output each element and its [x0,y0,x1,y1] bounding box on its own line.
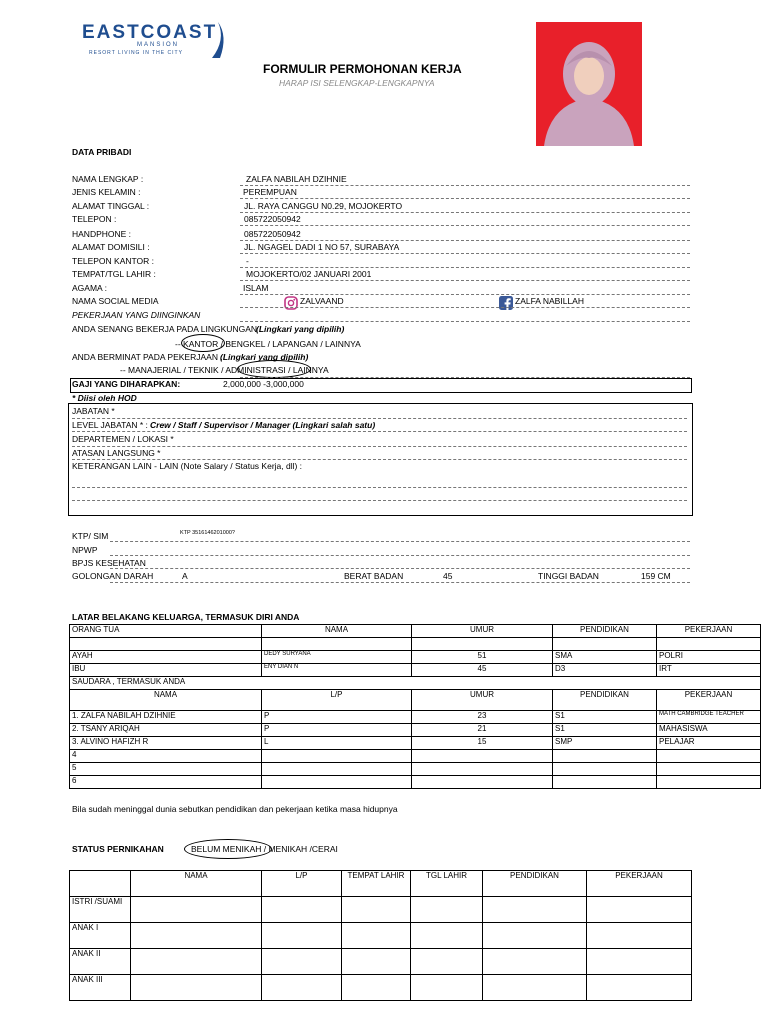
jk-label: JENIS KELAMIN : [72,187,141,197]
table-row [70,763,761,776]
saudara-header-cell: L/P [262,690,412,711]
facebook-value: ZALFA NABILLAH [515,296,584,306]
pekerjaan-line [240,321,690,322]
table-cell: 6 [70,776,262,789]
table-cell: 1. ZALFA NABILAH DZIHNIE [70,711,262,724]
section-data-pribadi: DATA PRIBADI [72,147,132,157]
table-cell: S1 [553,711,657,724]
table-cell: MATH CAMBRIDGE TEACHER [657,711,761,724]
table-cell: MAHASISWA [657,724,761,737]
hp-label: HANDPHONE : [72,229,132,239]
table-cell: D3 [553,664,657,677]
table-cell: SMP [553,737,657,750]
table-cell: 45 [412,664,553,677]
marriage-header-cell: PENDIDIKAN [483,871,587,897]
sosmed-label: NAMA SOCIAL MEDIA [72,296,159,306]
marriage-header-cell: NAMA [131,871,262,897]
marriage-header-row [70,871,692,897]
table-cell: ISTRI /SUAMI [70,897,131,923]
table-cell: PELAJAR [657,737,761,750]
ktp-label: KTP/ SIM [72,531,109,541]
table-cell: AYAH [70,651,262,664]
table-cell: S1 [553,724,657,737]
marriage-header-cell: PEKERJAAN [587,871,692,897]
hp-value: 085722050942 [244,229,301,239]
ortu-spacer-row [70,638,761,651]
goldar-label: GOLONGAN DARAH [72,571,154,581]
minat-options: -- MANAJERIAL / TEKNIK / ADMINISTRASI / LAINNYA [120,365,329,375]
table-cell: 15 [412,737,553,750]
bpjs-line [110,568,690,569]
hod-line-1 [72,418,687,419]
logo-sub: MANSION [137,42,180,48]
ttl-value: MOJOKERTO/02 JANUARI 2001 [246,269,372,279]
saudara-label: SAUDARA , TERMASUK ANDA [70,677,761,690]
family-table [69,624,761,789]
ortu-header-cell: PENDIDIKAN [553,625,657,638]
logo-tagline: RESORT LIVING IN THE CITY [89,50,183,56]
logo-name: EASTCOAST [82,22,218,43]
ortu-header-cell: PEKERJAAN [657,625,761,638]
ttl-label: TEMPAT/TGL LAHIR : [72,269,156,279]
ktp-value: KTP 3516146201000? [180,530,235,536]
keluarga-heading: LATAR BELAKANG KELUARGA, TERMASUK DIRI ANDA [72,612,300,622]
telkantor-value: - [246,256,249,266]
lingkungan-options: -- KANTOR / BENGKEL / LAPANGAN / LAINNYA [175,339,361,349]
table-cell: ENY DIAN N [262,664,412,677]
ktp-line [110,541,690,542]
jk-line [240,198,690,199]
table-row [70,724,761,737]
tinggi-label: TINGGI BADAN [538,571,599,581]
lingkungan-label: ANDA SENANG BEKERJA PADA LINGKUNGAN : [72,324,262,334]
applicant-photo [536,22,642,146]
company-logo [80,20,230,60]
agama-label: AGAMA : [72,283,107,293]
jabatan-label: JABATAN * [72,406,115,416]
table-row [70,949,692,975]
kantor-circle [181,334,225,352]
telkantor-label: TELEPON KANTOR : [72,256,155,266]
table-cell: 2. TSANY ARIQAH [70,724,262,737]
instagram-value: ZALVAAND [300,296,344,306]
hod-line-3 [72,446,687,447]
saudara-header-cell: NAMA [70,690,262,711]
table-row [70,897,692,923]
table-cell: ANAK III [70,975,131,1001]
saudara-header-cell: UMUR [412,690,553,711]
table-cell: SMA [553,651,657,664]
table-row [70,776,761,789]
saudara-header-cell: PEKERJAAN [657,690,761,711]
keluarga-note: Bila sudah meninggal dunia sebutkan pendidikan dan pekerjaan ketika masa hidupnya [72,804,398,814]
tinggi-value: 159 CM [641,571,671,581]
table-cell: 21 [412,724,553,737]
table-cell: 5 [70,763,262,776]
hod-line-5 [72,487,687,488]
telepon-line [240,225,690,226]
table-cell: 4 [70,750,262,763]
telepon-value: 085722050942 [244,214,301,224]
sosmed-line [240,307,690,308]
form-subtitle: HARAP ISI SELENGKAP-LENGKAPNYA [279,78,435,88]
hod-line-4 [72,459,687,460]
departemen-label: DEPARTEMEN / LOKASI * [72,434,174,444]
pekerjaan-heading: PEKERJAAN YANG DIINGINKAN [72,310,201,320]
alamat-label: ALAMAT TINGGAL : [72,201,150,211]
table-cell: L [262,737,412,750]
table-row [70,923,692,949]
domisili-value: JL. NGAGEL DADI 1 NO 57, SURABAYA [244,242,400,252]
telkantor-line [240,267,690,268]
marriage-header-cell: TGL LAHIR [411,871,483,897]
marriage-table [69,870,692,1001]
atasan-label: ATASAN LANGSUNG * [72,448,161,458]
table-row [70,664,761,677]
jk-value: PEREMPUAN [243,187,297,197]
hod-line-6 [72,500,687,501]
sail-icon [208,20,228,60]
nama-label: NAMA LENGKAP : [72,174,144,184]
telepon-label: TELEPON : [72,214,117,224]
saudara-label-row [70,677,761,690]
table-cell: IBU [70,664,262,677]
ortu-header-cell: ORANG TUA [70,625,262,638]
table-row [70,737,761,750]
gaji-value: 2,000,000 -3,000,000 [223,379,304,389]
table-cell: ANAK II [70,949,131,975]
nama-line [240,185,690,186]
table-cell: P [262,711,412,724]
level-label: LEVEL JABATAN * : [72,420,148,430]
table-cell: 51 [412,651,553,664]
table-row [70,651,761,664]
portrait-image [536,22,642,146]
table-cell: 23 [412,711,553,724]
level-options: Crew / Staff / Supervisor / Manager (Lingkari salah satu) [150,420,376,430]
hod-line-2 [72,431,687,432]
table-row [70,750,761,763]
alamat-line [240,212,690,213]
table-cell: IRT [657,664,761,677]
minat-label: ANDA BERMINAT PADA PEKERJAAN : [72,352,223,362]
table-row [70,975,692,1001]
keterangan-label: KETERANGAN LAIN - LAIN (Note Salary / Status Kerja, dll) : [72,461,303,471]
marriage-header-cell: L/P [262,871,342,897]
goldar-value: A [182,571,188,581]
table-cell: P [262,724,412,737]
agama-value: ISLAM [243,283,269,293]
status-pernikahan-options: BELUM MENIKAH / MENIKAH /CERAI [191,844,338,854]
bpjs-label: BPJS KESEHATAN [72,558,146,568]
table-cell: 3. ALVINO HAFIZH R [70,737,262,750]
marriage-header-cell: TEMPAT LAHIR [342,871,411,897]
marriage-header-cell [70,871,131,897]
lingkungan-hint: (Lingkari yang dipilih) [256,324,345,334]
form-title: FORMULIR PERMOHONAN KERJA [263,62,462,76]
ttl-line [240,280,690,281]
belum-menikah-circle [184,839,272,859]
ortu-header-cell: NAMA [262,625,412,638]
nama-value: ZALFA NABILAH DZIHNIE [246,174,347,184]
goldar-line [110,582,690,583]
domisili-line [240,253,690,254]
hp-line [240,240,690,241]
saudara-header-cell: PENDIDIKAN [553,690,657,711]
hod-note: * Diisi oleh HOD [72,393,137,403]
administrasi-circle [237,360,311,378]
agama-line [240,294,690,295]
table-cell: DEDY SURYANA [262,651,412,664]
gaji-label: GAJI YANG DIHARAPKAN: [72,379,181,389]
status-pernikahan-label: STATUS PERNIKAHAN [72,844,164,854]
alamat-value: JL. RAYA CANGGU N0.29, MOJOKERTO [244,201,403,211]
domisili-label: ALAMAT DOMISILI : [72,242,150,252]
ortu-header-row [70,625,761,638]
ortu-header-cell: UMUR [412,625,553,638]
npwp-label: NPWP [72,545,98,555]
berat-value: 45 [443,571,453,581]
berat-label: BERAT BADAN [344,571,404,581]
minat-hint: (Lingkari yang dipilih) [220,352,309,362]
table-cell: ANAK I [70,923,131,949]
saudara-header-row [70,690,761,711]
table-row [70,711,761,724]
npwp-line [110,555,690,556]
table-cell: POLRI [657,651,761,664]
